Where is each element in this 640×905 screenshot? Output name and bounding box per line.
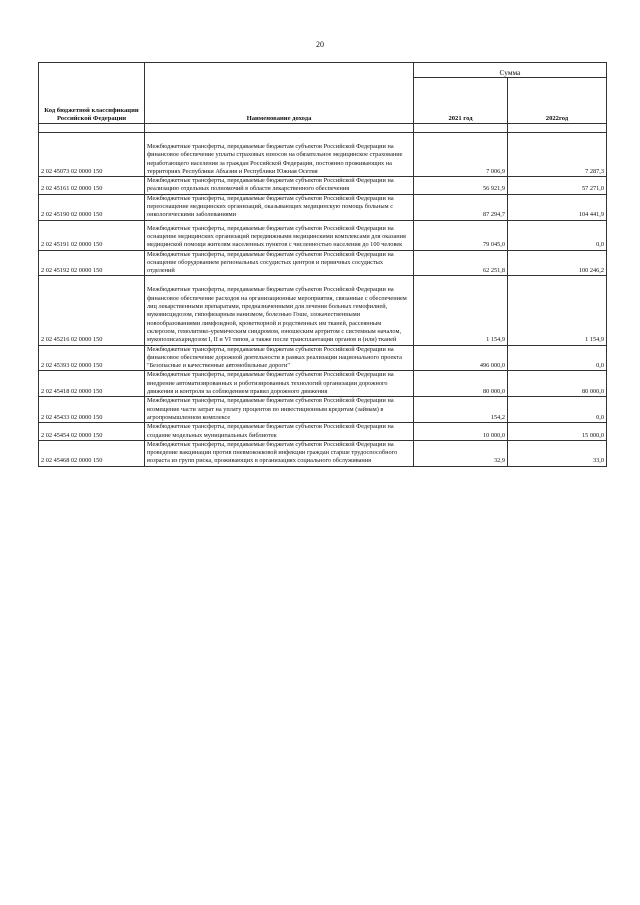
table-row (39, 220, 607, 250)
header-code: Код бюджетной классификации Российской Федерации (39, 63, 145, 124)
row-value-2021: 32,9 (414, 440, 508, 466)
header-name: Наименование дохода (145, 63, 414, 124)
row-value-2022: 15 000,0 (508, 423, 607, 441)
table-row (39, 440, 607, 466)
row-value-2022: 57 271,0 (508, 177, 607, 195)
revenue-table (38, 62, 607, 467)
row-value-2021: 1 154,9 (414, 276, 508, 345)
row-value-2021: 7 006,9 (414, 133, 508, 177)
table-row (39, 397, 607, 423)
row-value-2021: 87 294,7 (414, 194, 508, 220)
table-row (39, 371, 607, 397)
table-row (39, 177, 607, 195)
row-name: Межбюджетные трансферты, передаваемые бюджетам субъектов Российской Федерации на возмещение части затрат на уплату процентов по инвестиционным кредитам (займам) в агропромышленном комплексе (145, 397, 414, 423)
row-value-2021: 56 921,9 (414, 177, 508, 195)
row-value-2022: 0,0 (508, 397, 607, 423)
row-code: 2 02 45393 02 0000 150 (39, 345, 145, 371)
row-value-2022: 1 154,9 (508, 276, 607, 345)
row-name: Межбюджетные трансферты, передаваемые бюджетам субъектов Российской Федерации на оснащение оборудованием региональных сосудистых центров и первичных сосудистых отделений (145, 250, 414, 276)
row-name: Межбюджетные трансферты, передаваемые бюджетам субъектов Российской Федерации на оснащение медицинских организаций передвижными медицинскими комплексами для оказания медицинской помощи жителям населенных пунктов с численностью населения до 100 человек (145, 220, 414, 250)
row-code: 2 02 45161 02 0000 150 (39, 177, 145, 195)
row-name: Межбюджетные трансферты, передаваемые бюджетам субъектов Российской Федерации на финансовое обеспечение дорожной деятельности в рамках реализации национального проекта "Безопасные и качественные автомобильные дороги" (145, 345, 414, 371)
spacer-cell (508, 124, 607, 133)
table-row (39, 423, 607, 441)
spacer-cell (39, 124, 145, 133)
row-name: Межбюджетные трансферты, передаваемые бюджетам субъектов Российской Федерации на финансовое обеспечение уплаты страховых взносов на обязательное медицинское страхование неработающего населения за граждан Российской Федерации, постоянно проживающих на территориях Республики Абхазия и Республики Южная Осетия (145, 133, 414, 177)
row-name: Межбюджетные трансферты, передаваемые бюджетам субъектов Российской Федерации на создание модельных муниципальных библиотек (145, 423, 414, 441)
spacer-cell (145, 124, 414, 133)
row-value-2021: 154,2 (414, 397, 508, 423)
row-code: 2 02 45190 02 0000 150 (39, 194, 145, 220)
header-sum: Сумма (414, 63, 607, 78)
table-row (39, 345, 607, 371)
row-value-2021: 10 000,0 (414, 423, 508, 441)
row-value-2022: 100 246,2 (508, 250, 607, 276)
row-value-2022: 104 441,9 (508, 194, 607, 220)
page-number: 20 (316, 40, 324, 49)
row-value-2021: 80 000,0 (414, 371, 508, 397)
table-row (39, 276, 607, 345)
table-row (39, 250, 607, 276)
row-name: Межбюджетные трансферты, передаваемые бюджетам субъектов Российской Федерации на проведение вакцинации против пневмококковой инфекции граждан старше трудоспособного возраста из групп риска, проживающих в организациях социального обслуживания (145, 440, 414, 466)
row-value-2022: 0,0 (508, 345, 607, 371)
row-name: Межбюджетные трансферты, передаваемые бюджетам субъектов Российской Федерации на финансовое обеспечение расходов на организационные мероприятия, связанные с обеспечением лиц лекарственными препаратами, предназначенными для лечения больных гемофилией, муковисцидозом, гипофизарным нанизмом, болезнью Гоше, злокачественными новообразованиями лимфоидной, кроветворной и родственных им тканей, рассеянным склерозом, гемолитико-уремическим синдромом, юношеским артритом с системным началом, мукополисахаридозом I, II и VI типов, а также после трансплантации органов и (или) тканей (145, 276, 414, 345)
row-code: 2 02 45073 02 0000 150 (39, 133, 145, 177)
header-year-2021: 2021 год (414, 78, 508, 124)
header-spacer-row (39, 124, 607, 133)
row-value-2022: 0,0 (508, 220, 607, 250)
row-code: 2 02 45192 02 0000 150 (39, 250, 145, 276)
spacer-cell (414, 124, 508, 133)
table-row (39, 133, 607, 177)
row-name: Межбюджетные трансферты, передаваемые бюджетам субъектов Российской Федерации на реализацию отдельных полномочий в области лекарственного обеспечения (145, 177, 414, 195)
row-value-2022: 80 000,0 (508, 371, 607, 397)
row-value-2022: 33,0 (508, 440, 607, 466)
row-code: 2 02 45191 02 0000 150 (39, 220, 145, 250)
row-code: 2 02 45433 02 0000 150 (39, 397, 145, 423)
row-code: 2 02 45418 02 0000 150 (39, 371, 145, 397)
row-name: Межбюджетные трансферты, передаваемые бюджетам субъектов Российской Федерации на переоснащение медицинских организаций, оказывающих медицинскую помощь больным с онкологическими заболеваниями (145, 194, 414, 220)
row-value-2021: 496 000,0 (414, 345, 508, 371)
row-value-2021: 79 045,0 (414, 220, 508, 250)
row-code: 2 02 45216 02 0000 150 (39, 276, 145, 345)
row-name: Межбюджетные трансферты, передаваемые бюджетам субъектов Российской Федерации на внедрение автоматизированных и роботизированных технологий организации дорожного движения и контроля за соблюдением правил дорожного движения (145, 371, 414, 397)
row-value-2022: 7 287,3 (508, 133, 607, 177)
row-value-2021: 62 251,8 (414, 250, 508, 276)
table-row (39, 194, 607, 220)
header-year-2022: 2022год (508, 78, 607, 124)
row-code: 2 02 45468 02 0000 150 (39, 440, 145, 466)
row-code: 2 02 45454 02 0000 150 (39, 423, 145, 441)
